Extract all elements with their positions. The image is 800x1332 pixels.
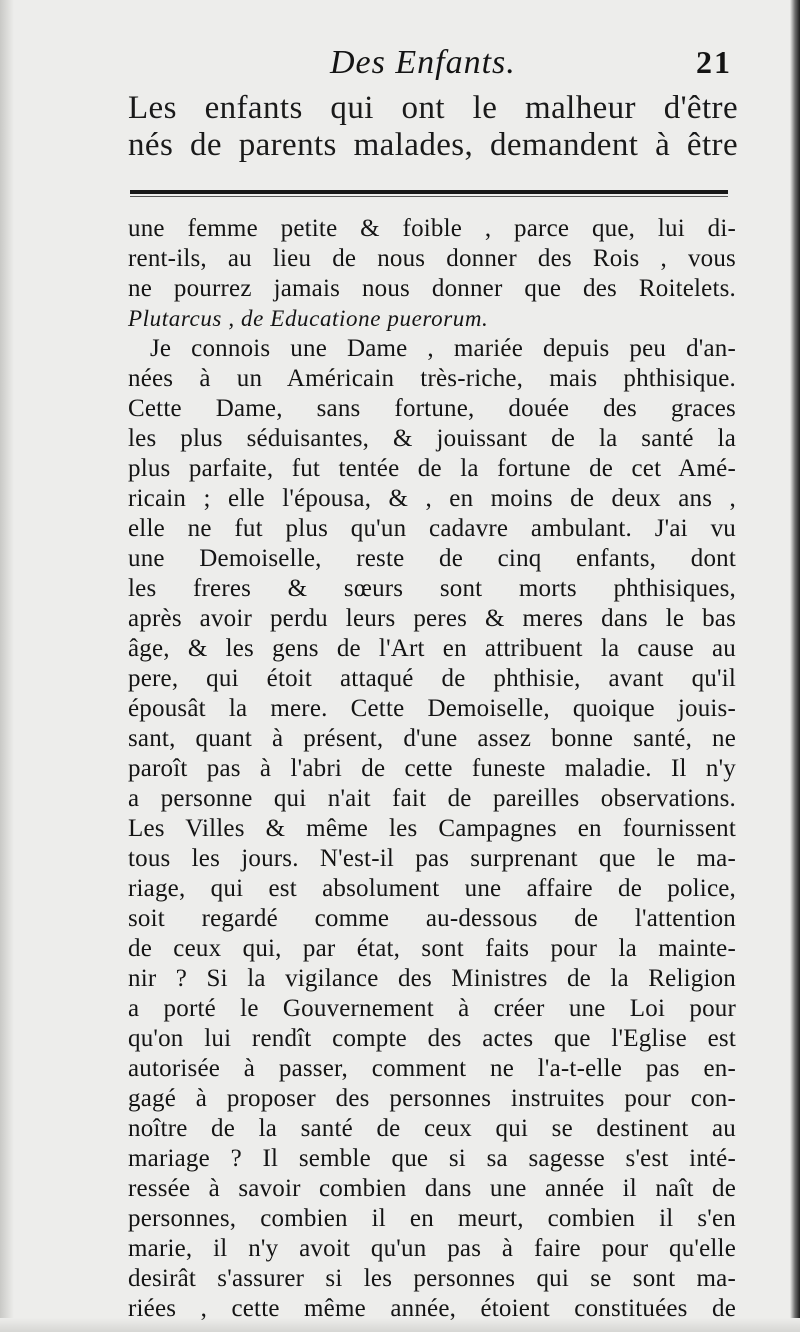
text-line: soit regardé comme au-dessous de l'attention bbox=[128, 905, 736, 932]
text-line: a porté le Gouvernement à créer une Loi pour bbox=[128, 995, 736, 1022]
bleed-line: nés de parents malades, demandent à être bbox=[128, 127, 738, 163]
text-line: gagé à proposer des personnes instruites pour con- bbox=[128, 1085, 736, 1112]
text-line: elle ne fut plus qu'un cadavre ambulant. J'ai vu bbox=[128, 515, 736, 542]
running-head bbox=[0, 44, 800, 88]
bleed-through-text bbox=[128, 90, 738, 164]
text-line: ne pourrez jamais nous donner que des Roitelets. bbox=[128, 275, 736, 302]
text-line: âge, & les gens de l'Art en attribuent la cause au bbox=[128, 635, 736, 662]
body-text bbox=[128, 214, 736, 1324]
running-title: Des Enfants. bbox=[330, 44, 516, 81]
text-line: a personne qui n'ait fait de pareilles observations. bbox=[128, 785, 736, 812]
text-line: de ceux qui, par état, sont faits pour la mainte- bbox=[128, 935, 736, 962]
text-line: après avoir perdu leurs peres & meres dans le bas bbox=[128, 605, 736, 632]
text-line: tous les jours. N'est-il pas surprenant que le ma- bbox=[128, 845, 736, 872]
text-line: une femme petite & foible , parce que, lui di- bbox=[128, 215, 736, 242]
text-line: nées à un Américain très-riche, mais phthisique. bbox=[128, 365, 736, 392]
page-gutter-shadow bbox=[0, 0, 14, 1332]
text-line: mariage ? Il semble que si sa sagesse s'est inté- bbox=[128, 1145, 736, 1172]
text-line: nir ? Si la vigilance des Ministres de la Religion bbox=[128, 965, 736, 992]
citation-line: Plutarcus , de Educatione puerorum. bbox=[128, 306, 489, 331]
text-line: Je connois une Dame , mariée depuis peu d'an- bbox=[150, 335, 736, 362]
text-line: marie, il n'y avoit qu'un pas à faire pour qu'elle bbox=[128, 1235, 736, 1262]
header-rule bbox=[130, 190, 728, 194]
text-line: Les Villes & même les Campagnes en fournissent bbox=[128, 815, 736, 842]
text-line: les plus séduisantes, & jouissant de la santé la bbox=[128, 425, 736, 452]
text-line: une Demoiselle, reste de cinq enfants, dont bbox=[128, 545, 736, 572]
text-line: rent-ils, au lieu de nous donner des Rois , vous bbox=[128, 245, 736, 272]
text-line: riage, qui est absolument une affaire de police, bbox=[128, 875, 736, 902]
text-line: personnes, combien il en meurt, combien il s'en bbox=[128, 1205, 736, 1232]
text-line: ressée à savoir combien dans une année il naît de bbox=[128, 1175, 736, 1202]
text-line: noître de la santé de ceux qui se destinent au bbox=[128, 1115, 736, 1142]
text-line: les freres & sœurs sont morts phthisiques, bbox=[128, 575, 736, 602]
text-line: autorisée à passer, comment ne l'a-t-elle pas en- bbox=[128, 1055, 736, 1082]
bleed-line: Les enfants qui ont le malheur d'être bbox=[128, 90, 738, 126]
text-line: pere, qui étoit attaqué de phthisie, avant qu'il bbox=[128, 665, 736, 692]
text-line: ricain ; elle l'épousa, & , en moins de deux ans , bbox=[128, 485, 736, 512]
text-line: qu'on lui rendît compte des actes que l'Eglise est bbox=[128, 1025, 736, 1052]
page-number: 21 bbox=[696, 44, 732, 80]
text-line: Cette Dame, sans fortune, douée des graces bbox=[128, 395, 736, 422]
header-rule-thin bbox=[130, 196, 728, 197]
text-line: paroît pas à l'abri de cette funeste maladie. Il n'y bbox=[128, 755, 736, 782]
text-line: plus parfaite, fut tentée de la fortune de cet Amé- bbox=[128, 455, 736, 482]
text-line: sant, quant à présent, d'une assez bonne santé, ne bbox=[128, 725, 736, 752]
text-line: desirât s'assurer si les personnes qui se sont ma- bbox=[128, 1265, 736, 1292]
text-line: riées , cette même année, étoient constituées de bbox=[128, 1295, 736, 1322]
text-line: épousât la mere. Cette Demoiselle, quoique jouis- bbox=[128, 695, 736, 722]
page-edge bbox=[790, 0, 800, 1332]
